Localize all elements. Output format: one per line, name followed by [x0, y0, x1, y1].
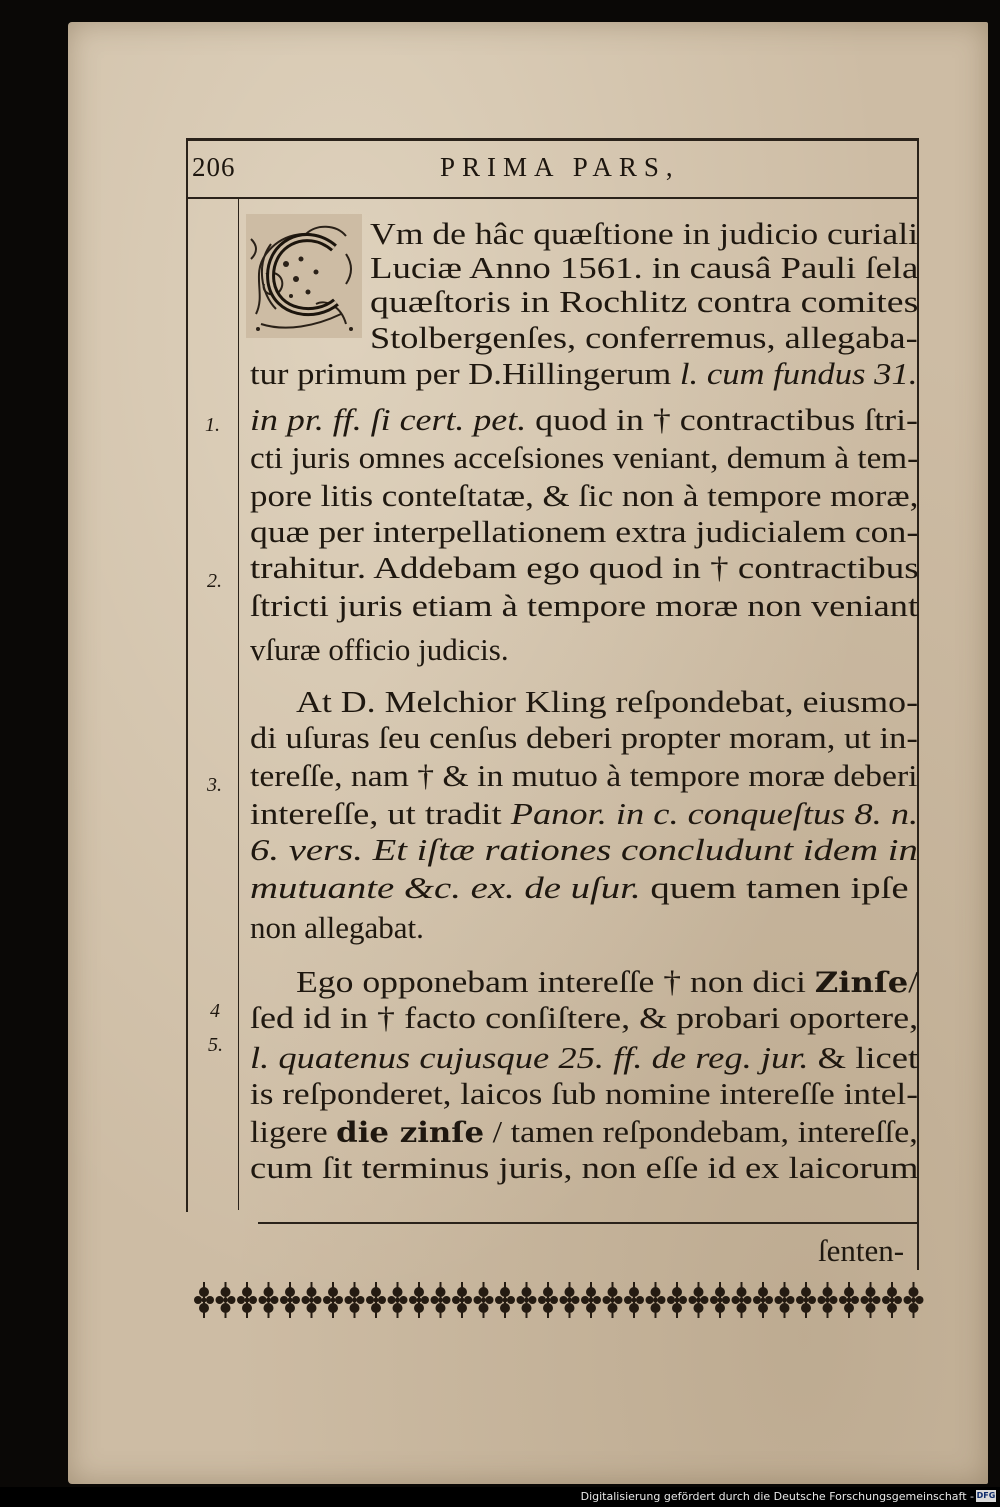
fleuron-icon: [237, 1282, 257, 1318]
text-segment: / tamen reſpondebam, intereſſe,: [484, 1114, 918, 1149]
text-line: [250, 440, 918, 476]
margin-number: 1.: [205, 414, 220, 436]
digitization-note: Digitalisierung gefördert durch die Deutsche Forschungsgemeinschaft -: [580, 1490, 974, 1503]
text-segment: trahitur. Addebam ego quod in † contractibus: [250, 550, 919, 585]
text-line: [250, 356, 917, 392]
text-line: [250, 402, 918, 438]
text-segment: & licet: [808, 1040, 919, 1075]
italic-citation: mutuante &c. ex. de uſur.: [250, 870, 641, 905]
fleuron-icon: [624, 1282, 644, 1318]
text-line: [370, 320, 918, 356]
text-line: [296, 964, 918, 1001]
italic-citation: in pr. ff. ſi cert. pet.: [250, 402, 527, 437]
text-line: [250, 1114, 918, 1151]
text-segment: ligere: [250, 1114, 337, 1149]
text-line: [296, 684, 918, 720]
fleuron-icon: [689, 1282, 709, 1318]
italic-citation: 6. vers. Et iſtæ rationes concludunt idem in: [250, 832, 918, 867]
text-segment: ſed id in † facto conſiſtere, & probari oportere,: [250, 1000, 919, 1035]
text-segment: is reſponderet, laicos ſub nomine intereſſe intel-: [250, 1076, 918, 1111]
text-segment: ſtricti juris etiam à tempore moræ non veniant: [250, 588, 919, 623]
text-segment: quæſtoris in Rochlitz contra comites: [370, 284, 919, 319]
text-line: [250, 758, 918, 794]
text-segment: non allegabat.: [250, 910, 424, 945]
running-title: PRIMA PARS,: [440, 152, 680, 182]
fleuron-icon: [796, 1282, 816, 1318]
text-line: [250, 832, 918, 868]
fleuron-icon: [517, 1282, 537, 1318]
text-line: [250, 478, 918, 514]
fleuron-icon: [560, 1282, 580, 1318]
decorated-initial-c-icon: [246, 214, 362, 338]
fleuron-icon: [710, 1282, 730, 1318]
fleuron-icon: [216, 1282, 236, 1318]
text-segment: Luciæ Anno 1561. in causâ Pauli ſela: [370, 250, 919, 285]
bottom-rule: [258, 1222, 918, 1224]
text-segment: quem tamen ipſe: [640, 870, 909, 905]
text-segment: intereſſe, ut tradit: [250, 796, 511, 831]
text-segment: Ego opponebam intereſſe † non dici: [296, 964, 815, 999]
fleuron-icon: [581, 1282, 601, 1318]
text-segment: cti juris omnes acceſsiones veniant, demum à tem-: [250, 440, 919, 475]
italic-citation: l. quatenus cujusque 25. ff. de reg. jur.: [250, 1040, 809, 1075]
text-line: [250, 720, 918, 756]
fleuron-icon: [452, 1282, 472, 1318]
text-line: [250, 1000, 918, 1036]
text-segment: At D. Melchior Kling reſpondebat, eiusmo-: [296, 684, 919, 719]
fleuron-icon: [280, 1282, 300, 1318]
fleuron-icon: [839, 1282, 859, 1318]
fleuron-icon: [194, 1282, 214, 1318]
fleuron-icon: [646, 1282, 666, 1318]
text-segment: Stolbergenſes, conferremus, allegaba-: [370, 320, 918, 355]
fleuron-icon: [302, 1282, 322, 1318]
fleuron-icon: [775, 1282, 795, 1318]
margin-number: 2.: [207, 570, 222, 592]
text-line: [250, 870, 909, 906]
text-line: [370, 250, 918, 286]
fleuron-icon: [882, 1282, 902, 1318]
text-line: [250, 632, 509, 668]
text-segment: vſuræ officio judicis.: [250, 632, 509, 667]
fleuron-icon: [431, 1282, 451, 1318]
text-line: [250, 550, 919, 586]
text-segment: die zinſe: [336, 1116, 485, 1149]
text-segment: Vm de hâc quæſtione in judicio curiali: [370, 216, 919, 251]
text-segment: di uſuras ſeu cenſus deberi propter moram, ut in-: [250, 720, 918, 755]
text-line: [250, 514, 918, 550]
catchword: ſenten-: [818, 1233, 905, 1268]
margin-number: 5.: [208, 1034, 223, 1056]
fleuron-icon: [366, 1282, 386, 1318]
margin-rule: [238, 198, 239, 1210]
text-segment: Zinſe: [814, 966, 909, 999]
text-line: [250, 588, 918, 624]
text-segment: quæ per interpellationem extra judicialem con-: [250, 514, 919, 549]
fleuron-icon: [732, 1282, 752, 1318]
text-segment: pore litis conteſtatæ, & ſic non à tempore moræ,: [250, 478, 919, 513]
text-line: [250, 796, 918, 832]
fleuron-icon: [474, 1282, 494, 1318]
fleuron-icon: [538, 1282, 558, 1318]
fleuron-icon: [603, 1282, 623, 1318]
fleuron-icon: [667, 1282, 687, 1318]
fleuron-icon: [495, 1282, 515, 1318]
text-segment: cum ſit terminus juris, non eſſe id ex laicorum: [250, 1150, 919, 1185]
text-line: [370, 284, 918, 320]
text-line: [250, 1040, 918, 1076]
frame-left-rule: [186, 140, 188, 1212]
text-segment: tur primum per D.Hillingerum: [250, 356, 680, 391]
header-rule: [186, 197, 919, 199]
italic-citation: l. cum fundus 31.: [679, 356, 918, 391]
fleuron-icon: [861, 1282, 881, 1318]
fleuron-icon: [753, 1282, 773, 1318]
page-number: 206: [192, 152, 236, 182]
frame-top-rule: [186, 138, 919, 141]
margin-number: 3.: [207, 774, 222, 796]
fleuron-icon: [409, 1282, 429, 1318]
fleuron-icon: [388, 1282, 408, 1318]
text-segment: /: [908, 964, 919, 999]
fleuron-icon: [259, 1282, 279, 1318]
text-segment: quod in † contractibus ſtri-: [526, 402, 919, 437]
dfg-logo-icon: DFG: [976, 1491, 996, 1500]
fleuron-icon: [345, 1282, 365, 1318]
fleuron-icon: [818, 1282, 838, 1318]
text-segment: tereſſe, nam † & in mutuo à tempore moræ deberi: [250, 758, 918, 793]
italic-citation: Panor. in c. conqueſtus 8. n.: [510, 796, 919, 831]
ornament-border-icon: [190, 1278, 930, 1322]
fleuron-icon: [323, 1282, 343, 1318]
text-line: [250, 1076, 918, 1112]
margin-number: 4: [210, 1000, 220, 1022]
fleuron-icon: [904, 1282, 924, 1318]
text-line: [370, 216, 918, 252]
text-line: [250, 910, 424, 946]
text-line: [250, 1150, 918, 1186]
